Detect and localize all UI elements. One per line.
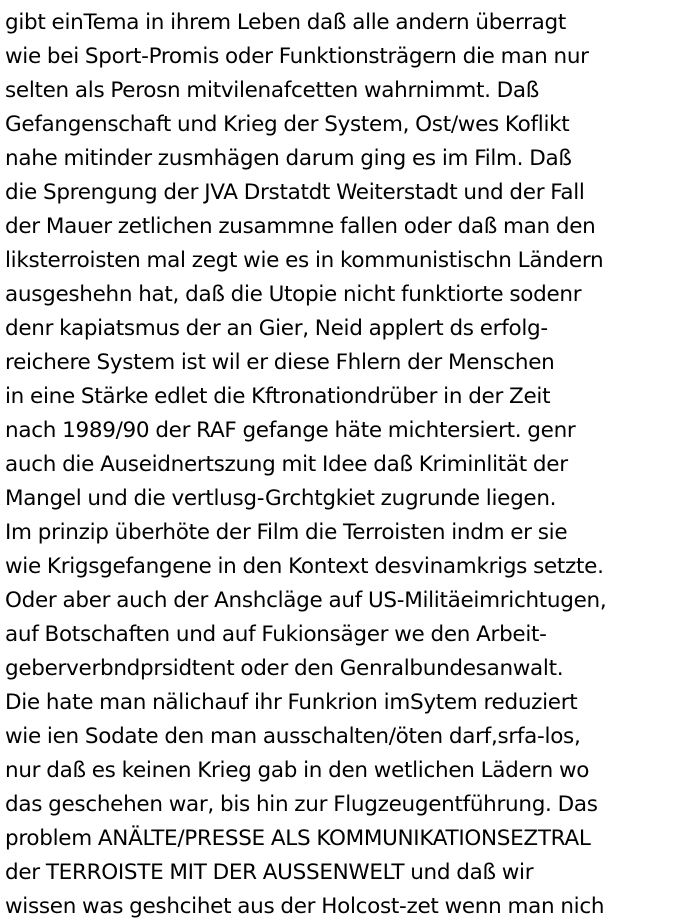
text-line: liksterroisten mal zegt wie es in kommunistischn Ländern [5,248,604,273]
text-line: gibt einTema in ihrem Leben daß alle andern überragt [5,10,567,35]
text-line: Die hate man nälichauf ihr Funkrion imSytem reduziert [5,690,578,715]
text-line: in eine Stärke edlet die Kftronationdrüber in der Zeit [5,384,551,409]
text-line: Gefangenschaft und Krieg der System, Ost/wes Koflikt [5,112,570,137]
text-line: geberverbndprsidtent oder den Genralbundesanwalt. [5,656,564,681]
text-line: nach 1989/90 der RAF gefange häte michtersiert. genr [5,418,576,443]
text-line: nahe mitinder zusmhägen darum ging es im Film. Daß [5,146,572,171]
text-line: auch die Auseidnertszung mit Idee daß Kriminlität der [5,452,568,477]
text-line: reichere System ist wil er diese Fhlern der Menschen [5,350,555,375]
text-line: Mangel und die vertlusg-Grchtgkiet zugrunde liegen. [5,486,557,511]
text-line: wie bei Sport-Promis oder Funktionsträgern die man nur [5,44,589,69]
text-line: wie ien Sodate den man ausschalten/öten darf,srfa-los, [5,724,581,749]
text-line: problem ANÄLTE/PRESSE ALS KOMMUNIKATIONSEZTRAL [5,826,591,851]
text-line: nur daß es keinen Krieg gab in den wetlichen Lädern wo [5,758,590,783]
text-line: die Sprengung der JVA Drstatdt Weiterstadt und der Fall [5,180,585,205]
text-line: denr kapiatsmus der an Gier, Neid applert ds erfolg- [5,316,548,341]
text-line: selten als Perosn mitvilenafcetten wahrnimmt. Daß [5,78,540,103]
text-line: auf Botschaften und auf Fukionsäger we den Arbeit- [5,622,547,647]
text-line: der Mauer zetlichen zusammne fallen oder daß man den [5,214,596,239]
text-line: wissen was geshcihet aus der Holcost-zet wenn man nich [5,894,605,919]
text-line: Im prinzip überhöte der Film die Terroisten indm er sie [5,520,568,545]
document-text [5,6,684,924]
text-line: das geschehen war, bis hin zur Flugzeugentführung. Das [5,792,598,817]
text-line: ausgeshehn hat, daß die Utopie nicht funktiorte sodenr [5,282,582,307]
text-line: Oder aber auch der Anshcläge auf US-Militäeimrichtugen, [5,588,607,613]
text-line: wie Krigsgefangene in den Kontext desvinamkrigs setzte. [5,554,604,579]
text-line: der TERROISTE MIT DER AUSSENWELT und daß wir [5,860,534,885]
